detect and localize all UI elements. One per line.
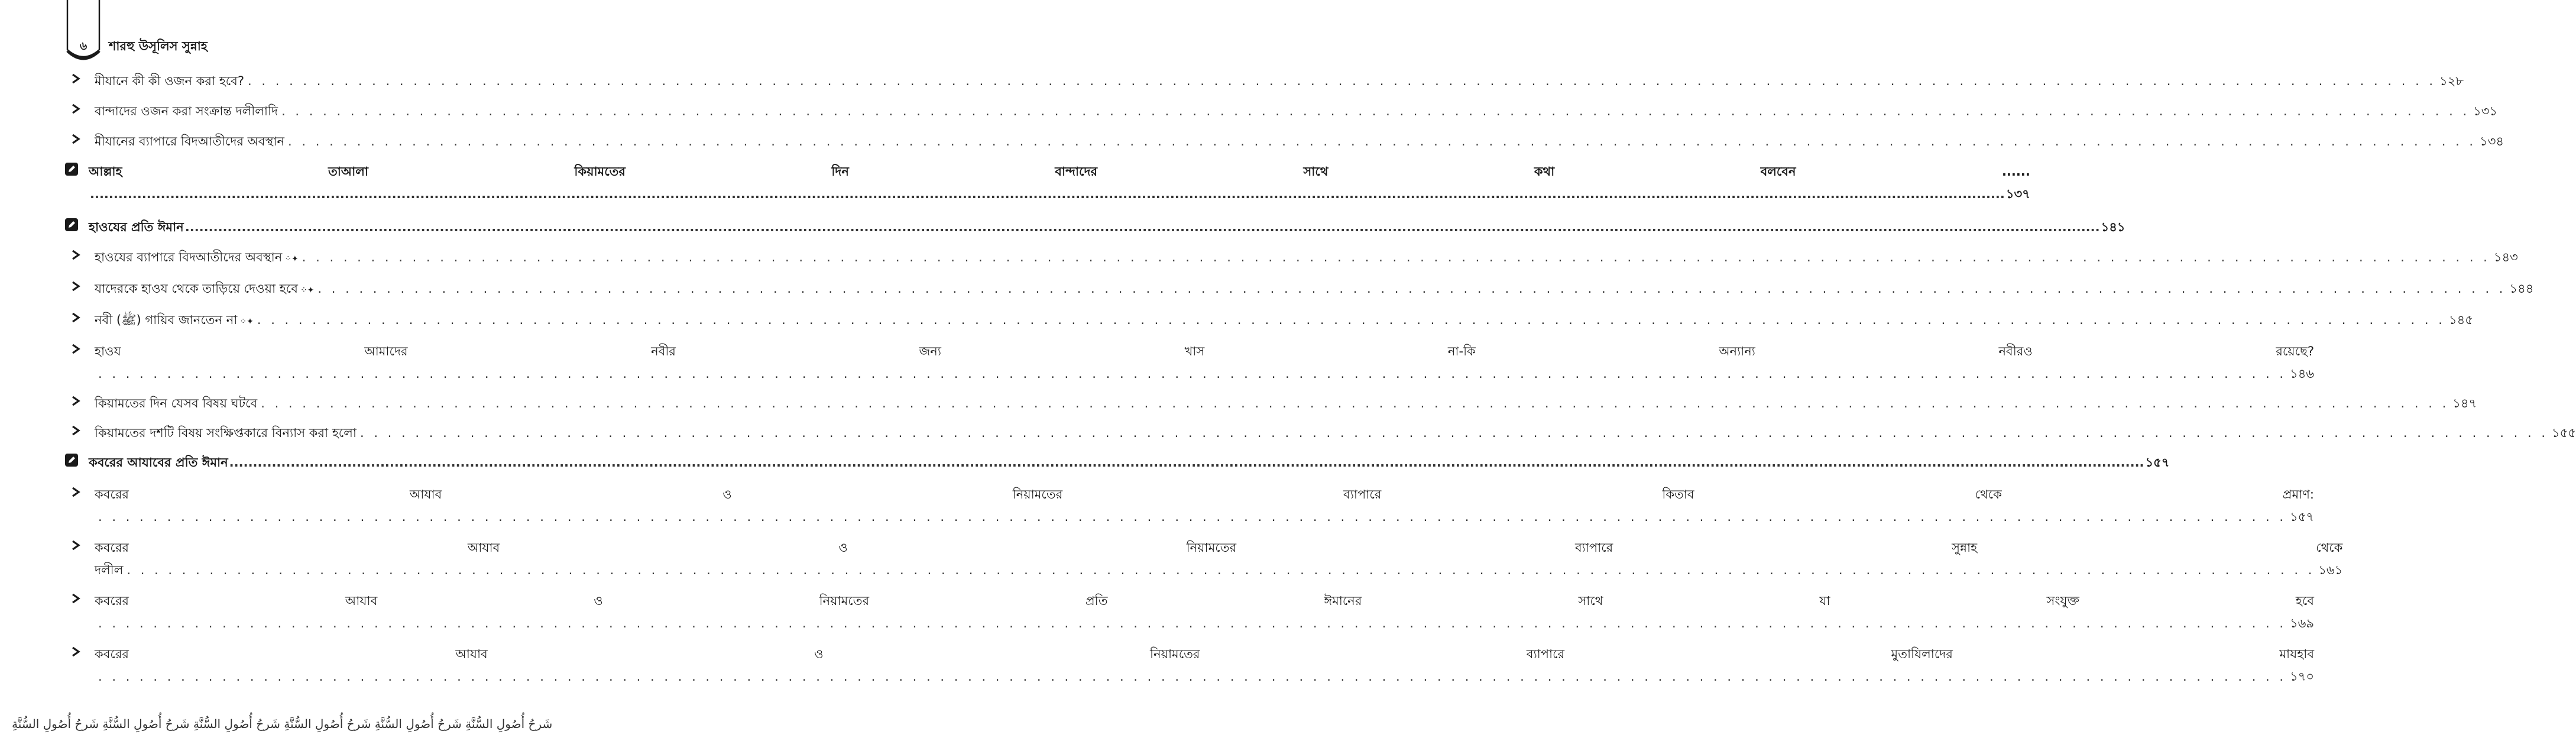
- entry-marker: [65, 643, 95, 661]
- entry-title-row: [95, 70, 2464, 92]
- chevron-right-icon: [71, 646, 80, 657]
- entry-page-number: ১৪১: [2101, 220, 2125, 234]
- entry-body: [95, 643, 2314, 688]
- entry-page-number: ১৫৭: [2145, 455, 2170, 470]
- entry-page-number: ১৩৭: [2005, 187, 2030, 201]
- entry-title: মীযানে কী কী ওজন করা হবে?: [95, 74, 245, 88]
- toc-section-entry[interactable]: [65, 70, 2464, 92]
- entry-page-number: ১৩৪: [2480, 134, 2504, 148]
- dot-leader: [248, 70, 2436, 92]
- entry-body: [89, 216, 2125, 238]
- entry-page-number: ১৬৯: [2290, 616, 2314, 630]
- entry-marker: [65, 70, 95, 88]
- entry-title: যাদেরকে হাওয থেকে তাড়িয়ে দেওয়া হবে: [95, 281, 298, 296]
- sparkle-icon: ⁘✦: [300, 286, 315, 295]
- toc-section-entry[interactable]: [65, 643, 2315, 688]
- entry-title: দলীল: [95, 563, 124, 577]
- entry-title: বান্দাদের ওজন করা সংক্রান্ত দলীলাদি: [95, 104, 278, 118]
- chevron-right-icon: [71, 593, 80, 604]
- entry-title-row: [95, 665, 2314, 688]
- chevron-right-icon: [71, 134, 80, 144]
- entry-marker: [65, 216, 89, 234]
- entry-body: [95, 422, 2576, 444]
- chevron-right-icon: [71, 344, 80, 354]
- chevron-right-icon: [71, 103, 80, 114]
- toc-section-entry[interactable]: [65, 246, 2518, 270]
- entry-title-row: [95, 422, 2576, 444]
- entry-body: [95, 277, 2533, 302]
- dot-leader: [302, 246, 2490, 268]
- entry-page-number: ১৪৩: [2493, 250, 2518, 264]
- entry-page-number: ১২৮: [2439, 74, 2464, 88]
- entry-marker: [65, 160, 89, 178]
- entry-title-line: কবরের আযাব ও নিয়ামতের ব্যাপারে কিতাব থেকে প্রমাণ:: [95, 487, 2314, 501]
- entry-marker: [65, 277, 95, 295]
- entry-body: [95, 70, 2464, 92]
- entry-title-row: [89, 216, 2125, 238]
- entry-marker: [65, 340, 95, 358]
- chevron-right-icon: [71, 312, 80, 323]
- dot-leader: [257, 309, 2445, 331]
- toc-section-entry[interactable]: [65, 340, 2314, 385]
- chevron-right-icon: [71, 487, 80, 497]
- entry-page-number: ১৬১: [2318, 563, 2343, 577]
- entry-page-number: ১৩১: [2473, 104, 2498, 118]
- dot-leader: [261, 392, 2449, 415]
- entry-marker: [65, 536, 95, 554]
- entry-body: [95, 536, 2342, 581]
- entry-title-line: কবরের আযাব ও নিয়ামতের ব্যাপারে মুতাযিলাদের মাযহাব: [95, 647, 2315, 661]
- edit-pen-icon: [65, 163, 78, 176]
- entry-body: [95, 309, 2473, 333]
- entry-title: হাওযের ব্যাপারে বিদআতীদের অবস্থান: [95, 250, 283, 264]
- toc-section-entry[interactable]: [65, 130, 2504, 153]
- chevron-right-icon: [71, 73, 80, 84]
- entry-body: [95, 483, 2314, 528]
- footer-ornament: شَرحُ أُصُولِ السُّنَّةِ شَرحُ أُصُولِ السُّنَّةِ شَرحُ أُصُولِ السُّنَّةِ شَرحُ أُصُولِ السُّنَّةِ شَرحُ أُصُولِ السُّنَّةِ شَرحُ أُصُولِ السُّنَّةِ: [12, 717, 553, 731]
- edit-pen-icon: [65, 454, 78, 467]
- toc-section-entry[interactable]: [65, 100, 2498, 122]
- dot-leader: [281, 100, 2470, 122]
- dot-leader: [127, 559, 2315, 581]
- entry-marker: [65, 392, 95, 410]
- entry-body: [95, 392, 2477, 415]
- running-title: শারহু উসূলিস সুন্নাহ: [109, 39, 208, 53]
- entry-title: কবরের আযাবের প্রতি ঈমান: [89, 455, 228, 470]
- toc-section-entry[interactable]: [65, 483, 2314, 528]
- dot-leader: [360, 422, 2548, 444]
- chevron-right-icon: [71, 281, 80, 292]
- entry-title-row: [95, 506, 2314, 528]
- entry-page-number: ১৪৪: [2509, 281, 2534, 296]
- entry-title-row: [89, 183, 2030, 205]
- entry-body: [95, 246, 2518, 270]
- entry-page-number: ১৫৭: [2290, 510, 2314, 524]
- entry-marker: [65, 422, 95, 439]
- dot-leader: [98, 612, 2286, 635]
- entry-marker: [65, 130, 95, 148]
- entry-marker: [65, 309, 95, 326]
- entry-body: [89, 451, 2169, 474]
- entry-title-row: [95, 277, 2533, 302]
- entry-page-number: ১৪৫: [2448, 313, 2473, 327]
- entry-body: [89, 160, 2030, 205]
- dot-leader: [98, 665, 2286, 688]
- sparkle-icon: ⁘✦: [284, 254, 299, 264]
- entry-title-line: কবরের আযাব ও নিয়ামতের প্রতি ঈমানের সাথে যা সংযুক্ত হবে: [95, 594, 2314, 608]
- entry-title-row: [95, 559, 2342, 581]
- chevron-right-icon: [71, 250, 80, 260]
- chevron-right-icon: [71, 396, 80, 406]
- entry-marker: [65, 483, 95, 501]
- entry-marker: [65, 246, 95, 264]
- toc-section-entry[interactable]: [65, 422, 2576, 444]
- entry-title-row: [95, 392, 2477, 415]
- entry-page-number: ১৪৭: [2452, 396, 2477, 410]
- entry-page-number: ১৫৫: [2552, 426, 2576, 440]
- edit-pen-icon: [65, 218, 78, 231]
- entry-body: [95, 130, 2504, 153]
- entry-title: নবী (ﷺ) গায়িব জানতেন না: [95, 313, 238, 327]
- dot-leader: [288, 130, 2476, 153]
- dot-leader: [98, 363, 2286, 385]
- chevron-right-icon: [71, 540, 80, 551]
- dot-leader: [185, 216, 2100, 238]
- toc-section-entry[interactable]: [65, 590, 2314, 635]
- entry-body: [95, 100, 2497, 122]
- dot-leader: [229, 451, 2144, 474]
- entry-title: কিয়ামতের দিন যেসব বিষয় ঘটবে: [95, 396, 258, 410]
- dot-leader: [317, 277, 2506, 300]
- entry-body: [95, 590, 2314, 635]
- entry-title-line: কবরের আযাব ও নিয়ামতের ব্যাপারে সুন্নাহ থেকে: [95, 541, 2343, 555]
- entry-marker: [65, 451, 89, 469]
- entry-title-row: [95, 130, 2504, 153]
- page-number: ৬: [79, 40, 88, 53]
- entry-marker: [65, 590, 95, 607]
- toc-chapter-entry[interactable]: [65, 160, 2030, 205]
- entry-title-row: [95, 100, 2497, 122]
- chevron-right-icon: [71, 425, 80, 436]
- entry-page-number: ১৭০: [2290, 669, 2315, 684]
- entry-title-row: [89, 451, 2169, 474]
- table-of-contents: [65, 70, 2576, 696]
- toc-section-entry[interactable]: [65, 277, 2534, 302]
- entry-title-row: [95, 309, 2473, 333]
- entry-title-line: হাওয আমাদের নবীর জন্য খাস না-কি অন্যান্য নবীরও রয়েছে?: [95, 344, 2314, 358]
- sparkle-icon: ⁘✦: [239, 317, 254, 326]
- toc-chapter-entry[interactable]: [65, 216, 2125, 238]
- toc-section-entry[interactable]: [65, 392, 2477, 415]
- toc-section-entry[interactable]: [65, 536, 2343, 581]
- toc-section-entry[interactable]: [65, 309, 2473, 333]
- entry-title-row: [95, 246, 2518, 270]
- dot-leader: [98, 506, 2286, 528]
- dot-leader: [90, 183, 2005, 205]
- entry-title-row: [95, 612, 2314, 635]
- entry-title: কিয়ামতের দশটি বিষয় সংক্ষিপ্তকারে বিন্যাস করা হলো: [95, 426, 357, 440]
- entry-page-number: ১৪৬: [2290, 367, 2314, 381]
- entry-title-row: [95, 363, 2314, 385]
- toc-chapter-entry[interactable]: [65, 451, 2170, 474]
- entry-title: হাওযের প্রতি ঈমান: [89, 220, 184, 234]
- entry-body: [95, 340, 2314, 385]
- entry-title-line: আল্লাহ তাআলা কিয়ামতের দিন বান্দাদের সাথে কথা বলবেন ......: [89, 164, 2030, 179]
- page-number-tab: [66, 0, 101, 66]
- entry-marker: [65, 100, 95, 118]
- entry-title: মীযানের ব্যাপারে বিদআতীদের অবস্থান: [95, 134, 285, 148]
